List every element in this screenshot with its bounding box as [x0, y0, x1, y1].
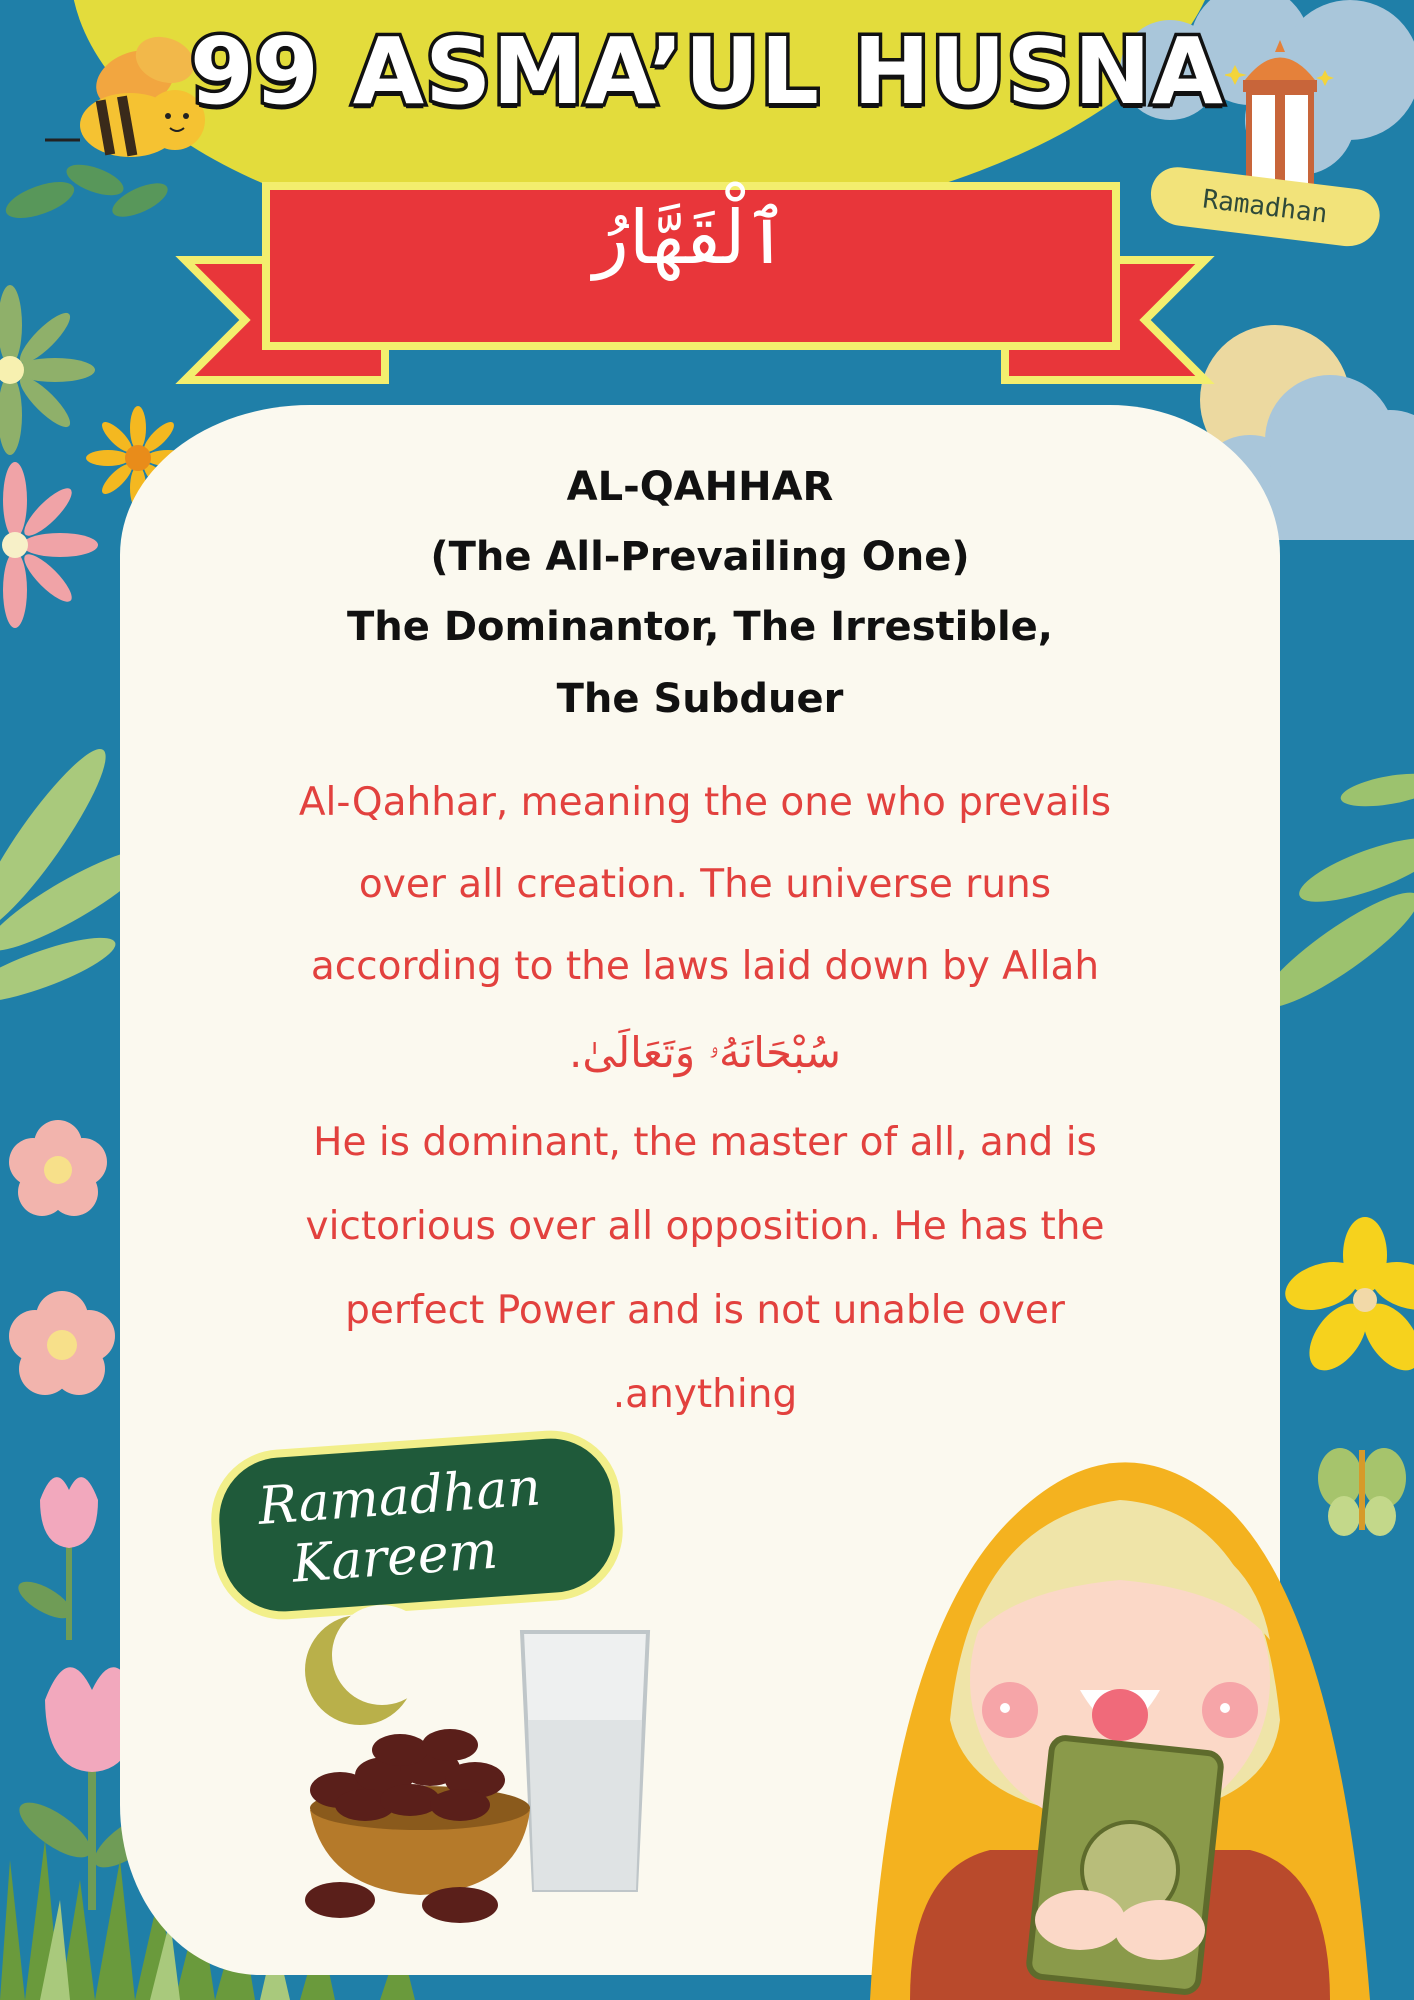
- glass-icon: [522, 1632, 648, 1890]
- badge-line-2: Kareem: [290, 1520, 500, 1595]
- description-line: according to the laws laid down by Allah: [310, 944, 1100, 989]
- meanings-line-1: The Dominantor, The Irrestible,: [347, 604, 1053, 650]
- badge-line-1: Ramadhan: [256, 1457, 543, 1537]
- description-line: سُبْحَانَهُۥ وَتَعَالَىٰ.: [568, 1028, 841, 1077]
- name-heading: AL-QAHHAR: [566, 464, 834, 510]
- description-line: over all creation. The universe runs: [358, 862, 1052, 907]
- description-line: perfect Power and is not unable over: [345, 1288, 1065, 1333]
- crescent-icon: [305, 1605, 432, 1725]
- book-icon: [1028, 1737, 1222, 1993]
- arabic-name: ٱلْقَهَّارُ: [593, 195, 789, 281]
- blossom-icon: [9, 1291, 115, 1395]
- leaf-sprig-icon: [1, 158, 172, 225]
- iftar-illustration: [300, 1600, 660, 1930]
- description-line: .anything: [612, 1372, 798, 1417]
- meanings-line-2: The Subduer: [556, 676, 844, 722]
- ramadhan-kareem-badge: [207, 1426, 628, 1624]
- pink-flower-icon: [2, 462, 98, 628]
- ramadhan-tag: Ramadhan: [1147, 164, 1382, 250]
- name-subtitle: (The All-Prevailing One): [430, 534, 970, 580]
- blossom-icon: [9, 1120, 107, 1216]
- description-line: victorious over all opposition. He has the: [305, 1204, 1105, 1249]
- page-title: 99 ASMA’UL HUSNA: [189, 18, 1225, 125]
- description-line: He is dominant, the master of all, and is: [313, 1120, 1097, 1165]
- yellow-flower-icon: [1279, 1217, 1414, 1381]
- girl-with-quran-illustration: [830, 1390, 1414, 2000]
- description-line: Al-Qahhar, meaning the one who prevails: [298, 780, 1112, 825]
- flower-icon: [0, 285, 95, 455]
- face: [982, 1682, 1258, 1741]
- tulip-icon: [13, 1477, 98, 1640]
- dates-bowl-icon: [305, 1729, 530, 1923]
